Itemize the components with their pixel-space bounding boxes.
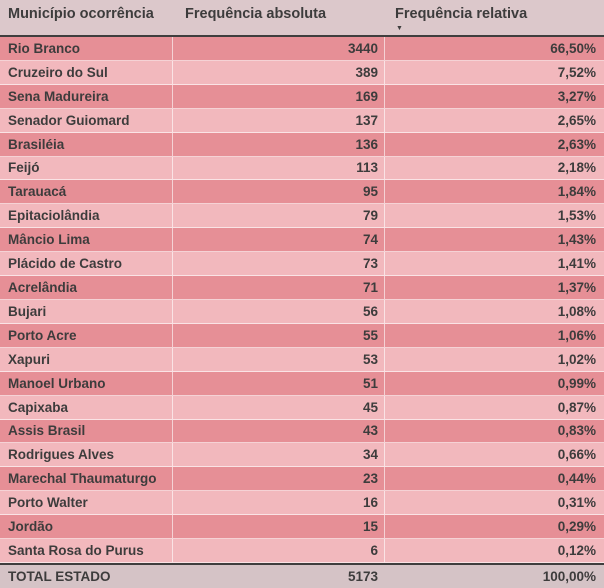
cell-municipality[interactable]: Bujari	[8, 303, 47, 319]
table-row	[0, 109, 604, 133]
cell-relative-frequency[interactable]: 1,08%	[384, 300, 604, 323]
cell-absolute-frequency[interactable]: 53	[172, 348, 384, 371]
table-row	[0, 228, 604, 252]
table-row	[0, 133, 604, 157]
cell-municipality[interactable]: Marechal Thaumaturgo	[8, 471, 157, 487]
cell-municipality[interactable]: Acrelândia	[8, 280, 78, 296]
cell-municipality[interactable]: Porto Walter	[8, 495, 88, 511]
table-row	[0, 61, 604, 85]
total-relative-frequency: 100,00%	[542, 569, 596, 584]
column-header-absolute-frequency[interactable]: Frequência absoluta	[185, 6, 327, 22]
table-row	[0, 491, 604, 515]
cell-relative-frequency[interactable]: 0,31%	[384, 491, 604, 514]
cell-absolute-frequency[interactable]: 34	[172, 443, 384, 466]
cell-absolute-frequency[interactable]: 6	[172, 539, 384, 562]
cell-relative-frequency[interactable]: 1,43%	[384, 228, 604, 251]
cell-absolute-frequency[interactable]: 79	[172, 204, 384, 227]
cell-relative-frequency[interactable]: 1,84%	[384, 180, 604, 203]
cell-municipality[interactable]: Santa Rosa do Purus	[8, 542, 144, 558]
cell-municipality[interactable]: Sena Madureira	[8, 88, 109, 104]
cell-municipality[interactable]: Senador Guiomard	[8, 112, 130, 128]
cell-municipality[interactable]: Plácido de Castro	[8, 256, 123, 272]
cell-relative-frequency[interactable]: 3,27%	[384, 85, 604, 108]
table-row	[0, 515, 604, 539]
cell-municipality[interactable]: Capixaba	[8, 399, 69, 415]
table-row	[0, 324, 604, 348]
cell-municipality[interactable]: Xapuri	[8, 351, 51, 367]
cell-relative-frequency[interactable]: 0,87%	[384, 396, 604, 419]
total-row	[0, 563, 604, 588]
cell-relative-frequency[interactable]: 1,06%	[384, 324, 604, 347]
table-row	[0, 180, 604, 204]
table-row	[0, 539, 604, 563]
cell-relative-frequency[interactable]: 7,52%	[384, 61, 604, 84]
cell-absolute-frequency[interactable]: 45	[172, 396, 384, 419]
cell-municipality[interactable]: Cruzeiro do Sul	[8, 64, 108, 80]
cell-absolute-frequency[interactable]: 15	[172, 515, 384, 538]
table-row	[0, 252, 604, 276]
table-header	[0, 0, 604, 37]
cell-absolute-frequency[interactable]: 73	[172, 252, 384, 275]
table-body	[0, 37, 604, 563]
table-row	[0, 467, 604, 491]
cell-municipality[interactable]: Feijó	[8, 160, 40, 176]
cell-relative-frequency[interactable]: 0,66%	[384, 443, 604, 466]
table-row	[0, 157, 604, 181]
cell-absolute-frequency[interactable]: 136	[172, 133, 384, 156]
table-row	[0, 37, 604, 61]
cell-municipality[interactable]: Mâncio Lima	[8, 232, 90, 248]
cell-municipality[interactable]: Rio Branco	[8, 40, 81, 56]
cell-municipality[interactable]: Porto Acre	[8, 327, 77, 343]
cell-absolute-frequency[interactable]: 56	[172, 300, 384, 323]
table-row	[0, 276, 604, 300]
cell-municipality[interactable]: Assis Brasil	[8, 423, 86, 439]
cell-relative-frequency[interactable]: 2,63%	[384, 133, 604, 156]
cell-municipality[interactable]: Manoel Urbano	[8, 375, 106, 391]
cell-absolute-frequency[interactable]: 16	[172, 491, 384, 514]
cell-relative-frequency[interactable]: 1,41%	[384, 252, 604, 275]
cell-relative-frequency[interactable]: 0,29%	[384, 515, 604, 538]
cell-absolute-frequency[interactable]: 23	[172, 467, 384, 490]
table-row	[0, 204, 604, 228]
cell-municipality[interactable]: Brasiléia	[8, 136, 65, 152]
cell-absolute-frequency[interactable]: 137	[172, 109, 384, 132]
cell-relative-frequency[interactable]: 2,65%	[384, 109, 604, 132]
cell-absolute-frequency[interactable]: 51	[172, 372, 384, 395]
sort-descending-icon: ▼	[396, 25, 403, 32]
cell-absolute-frequency[interactable]: 74	[172, 228, 384, 251]
total-absolute-frequency: 5173	[347, 569, 378, 584]
table-row	[0, 348, 604, 372]
cell-municipality[interactable]: Rodrigues Alves	[8, 447, 115, 463]
cell-municipality[interactable]: Jordão	[8, 519, 54, 535]
cell-municipality[interactable]: Epitaciolândia	[8, 208, 100, 224]
table-row	[0, 443, 604, 467]
cell-relative-frequency[interactable]: 1,02%	[384, 348, 604, 371]
cell-relative-frequency[interactable]: 0,83%	[384, 420, 604, 443]
cell-municipality[interactable]: Tarauacá	[8, 184, 67, 200]
table-row	[0, 300, 604, 324]
cell-absolute-frequency[interactable]: 3440	[172, 37, 384, 60]
cell-relative-frequency[interactable]: 66,50%	[384, 37, 604, 60]
cell-absolute-frequency[interactable]: 55	[172, 324, 384, 347]
cell-absolute-frequency[interactable]: 169	[172, 85, 384, 108]
column-header-municipality[interactable]: Município ocorrência	[8, 6, 154, 22]
cell-relative-frequency[interactable]: 1,37%	[384, 276, 604, 299]
cell-relative-frequency[interactable]: 0,99%	[384, 372, 604, 395]
table-row	[0, 420, 604, 444]
cell-absolute-frequency[interactable]: 113	[172, 157, 384, 180]
table-row	[0, 372, 604, 396]
cell-absolute-frequency[interactable]: 43	[172, 420, 384, 443]
cell-absolute-frequency[interactable]: 95	[172, 180, 384, 203]
column-header-relative-frequency-label: Frequência relativa	[395, 6, 528, 22]
cell-relative-frequency[interactable]: 0,12%	[384, 539, 604, 562]
cell-relative-frequency[interactable]: 1,53%	[384, 204, 604, 227]
cell-relative-frequency[interactable]: 2,18%	[384, 157, 604, 180]
column-header-relative-frequency[interactable]	[384, 0, 604, 35]
cell-absolute-frequency[interactable]: 71	[172, 276, 384, 299]
table-row	[0, 396, 604, 420]
cell-relative-frequency[interactable]: 0,44%	[384, 467, 604, 490]
total-label: TOTAL ESTADO	[8, 569, 111, 584]
cell-absolute-frequency[interactable]: 389	[172, 61, 384, 84]
table-row	[0, 85, 604, 109]
